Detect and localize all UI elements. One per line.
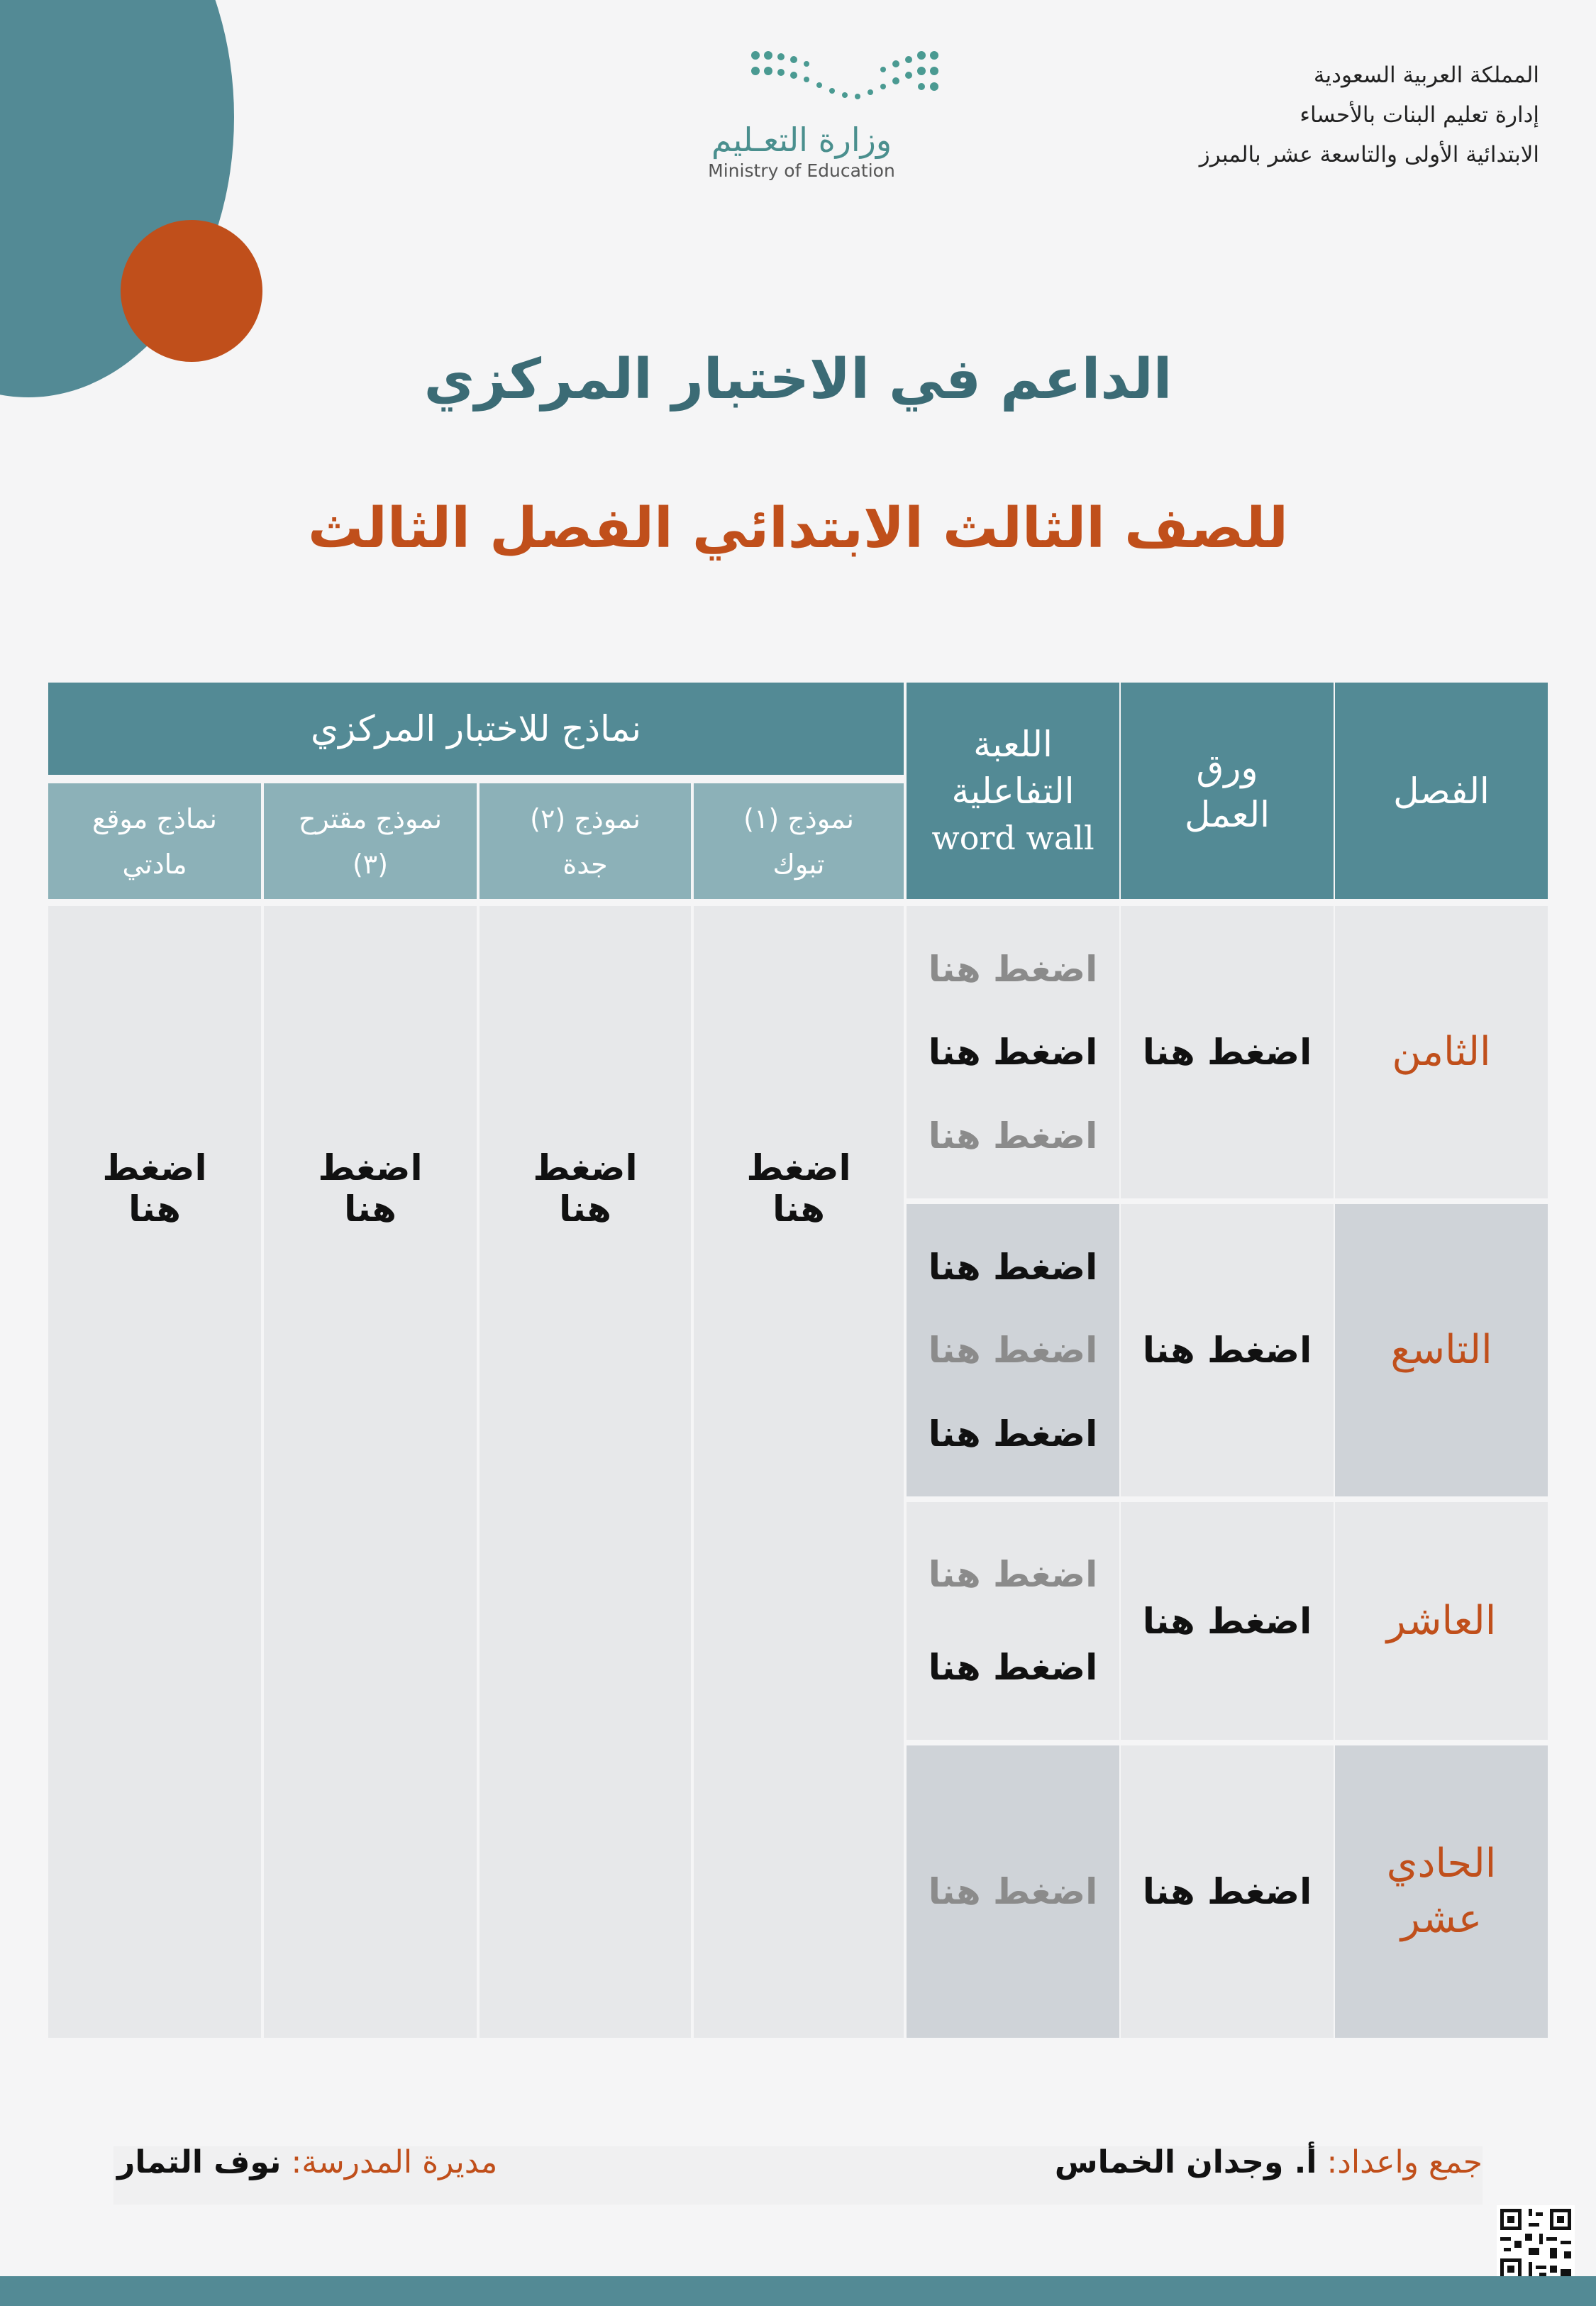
worksheet-link[interactable] <box>1121 1745 1334 2038</box>
footer-principal <box>117 2144 497 2180</box>
header-line-kingdom: المملكة العربية السعودية <box>1313 62 1539 88</box>
principal-label: مديرة المدرسة: <box>291 2144 498 2180</box>
header-worksheet-line2: العمل <box>1184 793 1270 835</box>
header-worksheet <box>1121 683 1334 899</box>
term-label: الثامن <box>1392 1029 1491 1075</box>
principal-name: نوف التمار <box>117 2144 282 2180</box>
game-link[interactable]: اضغط هنا <box>928 1647 1098 1688</box>
header-game-line3: word wall <box>931 818 1095 857</box>
game-links <box>907 1204 1119 1496</box>
worksheet-link-label[interactable]: اضغط هنا <box>1142 1600 1312 1642</box>
prepared-by-label: جمع واعداد: <box>1326 2144 1483 2180</box>
game-link[interactable]: اضغط هنا <box>928 1554 1098 1595</box>
game-links <box>907 1502 1119 1740</box>
model-4-link[interactable] <box>48 906 261 2038</box>
header-model-3-line2: (٣) <box>352 848 389 880</box>
footer-prepared-by <box>1055 2144 1483 2180</box>
model-link-line2[interactable]: هنا <box>344 1188 397 1230</box>
header-model-3-line1: نموذج مقترح <box>298 802 443 834</box>
header-game-line1: اللعبة <box>973 723 1053 765</box>
game-link[interactable]: اضغط هنا <box>928 948 1098 990</box>
header-models-label: نماذج للاختبار المركزي <box>310 708 642 749</box>
term-label: العاشر <box>1386 1597 1497 1644</box>
decorative-orange-circle <box>121 220 262 362</box>
ministry-logo-dots-icon <box>748 47 954 118</box>
game-link[interactable]: اضغط هنا <box>928 1413 1098 1455</box>
model-1-link[interactable] <box>694 906 904 2038</box>
header-model-1-line2: تبوك <box>772 848 825 880</box>
game-link[interactable]: اضغط هنا <box>928 1032 1098 1073</box>
worksheet-link-label[interactable]: اضغط هنا <box>1142 1330 1312 1371</box>
table-row-term <box>1335 1745 1548 2038</box>
worksheet-link[interactable] <box>1121 906 1334 1198</box>
model-link-line2[interactable]: هنا <box>772 1188 825 1230</box>
game-link[interactable]: اضغط هنا <box>928 1871 1098 1912</box>
school-header <box>1199 55 1539 175</box>
game-links <box>907 1745 1119 2038</box>
ministry-logo-arabic: وزارة التعـليم <box>711 121 892 159</box>
qr-code-icon[interactable] <box>1497 2205 1575 2283</box>
model-3-link[interactable] <box>264 906 477 2038</box>
model-link-line2[interactable]: هنا <box>128 1188 181 1230</box>
header-model-2 <box>480 783 691 899</box>
table-row-term <box>1335 906 1548 1198</box>
header-model-1-line1: نموذج (١) <box>743 802 854 834</box>
header-model-1 <box>694 783 904 899</box>
header-central-exam-models <box>48 683 904 775</box>
term-label-line1: الحادي <box>1386 1841 1497 1887</box>
term-label-line2: عشر <box>1400 1896 1483 1942</box>
game-link[interactable]: اضغط هنا <box>928 1246 1098 1288</box>
header-model-2-line1: نموذج (٢) <box>530 802 641 834</box>
model-2-link[interactable] <box>480 906 691 2038</box>
game-links <box>907 906 1119 1198</box>
header-model-4-line2: مادتي <box>122 848 187 880</box>
header-term-label: الفصل <box>1393 770 1490 812</box>
model-link-line1[interactable]: اضغط <box>318 1147 423 1188</box>
game-link[interactable]: اضغط هنا <box>928 1115 1098 1157</box>
model-link-line2[interactable]: هنا <box>559 1188 611 1230</box>
page-title: الداعم في الاختبار المركزي <box>423 348 1173 412</box>
header-line-administration: إدارة تعليم البنات بالأحساء <box>1299 102 1539 128</box>
ministry-logo-english: Ministry of Education <box>708 160 895 181</box>
model-link-line1[interactable]: اضغط <box>746 1147 851 1188</box>
game-link[interactable]: اضغط هنا <box>928 1330 1098 1371</box>
ministry-logo <box>638 41 965 197</box>
model-link-line1[interactable]: اضغط <box>102 1147 207 1188</box>
bottom-bar <box>0 2276 1596 2306</box>
table-row-term <box>1335 1502 1548 1740</box>
header-line-school: الابتدائية الأولى والتاسعة عشر بالمبرز <box>1199 142 1539 167</box>
worksheet-link[interactable] <box>1121 1204 1334 1496</box>
header-model-4-line1: نماذج موقع <box>92 802 218 834</box>
header-model-3 <box>264 783 477 899</box>
header-model-2-line2: جدة <box>563 848 608 880</box>
header-model-4 <box>48 783 261 899</box>
prepared-by-name: أ. وجدان الخماس <box>1054 2144 1317 2180</box>
header-interactive-game <box>907 683 1119 899</box>
header-worksheet-line1: ورق <box>1196 746 1258 788</box>
header-game-line2: التفاعلية <box>951 770 1075 812</box>
table-row-term <box>1335 1204 1548 1496</box>
term-label: التاسع <box>1390 1327 1492 1373</box>
page-subtitle: للصف الثالث الابتدائي الفصل الثالث <box>307 497 1289 561</box>
worksheet-link[interactable] <box>1121 1502 1334 1740</box>
worksheet-link-label[interactable]: اضغط هنا <box>1142 1871 1312 1912</box>
header-term <box>1335 683 1548 899</box>
worksheet-link-label[interactable]: اضغط هنا <box>1142 1032 1312 1073</box>
model-link-line1[interactable]: اضغط <box>533 1147 638 1188</box>
